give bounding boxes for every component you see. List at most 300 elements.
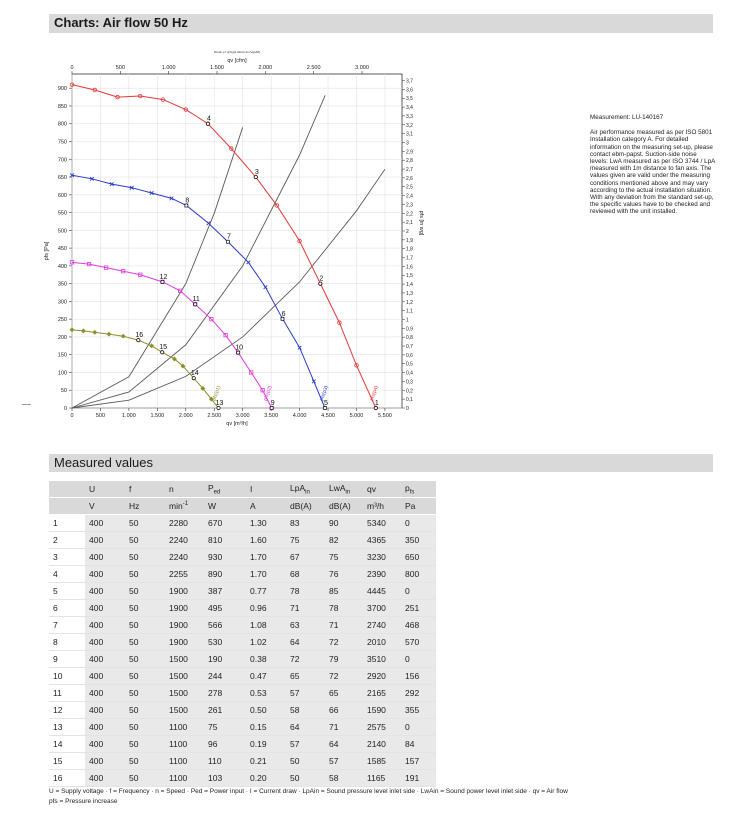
column-header: U (85, 481, 125, 498)
y-tick-label: 200 (57, 334, 67, 341)
table-cell: 1.02 (246, 634, 286, 651)
operating-point-label: 9 (270, 400, 275, 407)
table-cell: 495 (204, 600, 246, 617)
air-flow-chart (30, 40, 424, 430)
table-cell: 2575 (363, 719, 401, 736)
table-cell: 6 (49, 600, 85, 617)
y-tick-label: 50 (60, 388, 67, 395)
cfm-tick-label: 1.500 (210, 65, 224, 71)
table-cell: 75 (204, 719, 246, 736)
y-tick-label: 450 (57, 246, 67, 253)
table-cell: 1500 (165, 685, 204, 702)
table-cell: 64 (286, 634, 325, 651)
y-tick-label: 500 (57, 228, 67, 235)
table-cell: 0 (401, 719, 436, 736)
inwg-tick-label: 1,7 (406, 255, 413, 262)
cfm-tick-label: 2.000 (258, 65, 273, 71)
table-cell: 0 (401, 583, 436, 600)
y-tick-label: 550 (57, 210, 67, 217)
table-cell: 9 (49, 651, 85, 668)
table-cell: 1 (49, 515, 85, 532)
table-cell: 71 (325, 719, 363, 736)
y-axis-title: pfs [Pa] (44, 241, 50, 261)
table-cell: 1500 (165, 668, 204, 685)
cfm-tick-label: 1.000 (161, 65, 176, 71)
table-cell: 64 (286, 719, 325, 736)
table-row (49, 651, 436, 668)
table-cell: 2920 (363, 668, 401, 685)
operating-point-label: 15 (159, 344, 168, 352)
table-cell: 2010 (363, 634, 401, 651)
table-row (49, 583, 436, 600)
table-cell: 3230 (363, 549, 401, 566)
table-row (49, 617, 436, 634)
inwg-tick-label: 0 (406, 406, 409, 412)
table-cell: 50 (125, 617, 165, 634)
table-cell: 670 (204, 515, 246, 532)
table-cell: 13 (49, 719, 85, 736)
operating-point-label: 6 (281, 310, 286, 318)
abbreviation-legend (49, 787, 729, 807)
table-unit-row (49, 498, 436, 515)
inwg-tick-label: 3,3 (406, 113, 413, 120)
charts-header-title: Charts: Air flow 50 Hz (54, 15, 188, 30)
table-cell: 3700 (363, 600, 401, 617)
charts-header-bar (49, 14, 713, 33)
x2-axis-title: qv [cfm] (227, 58, 247, 64)
table-cell: 566 (204, 617, 246, 634)
inwg-tick-label: 1 (406, 317, 409, 324)
table-cell: 82 (325, 532, 363, 549)
column-unit: Pa (401, 498, 436, 515)
x-tick-label: 1.000 (122, 413, 136, 419)
operating-point-label: 7 (226, 233, 231, 241)
table-cell: 400 (85, 532, 125, 549)
table-cell: 890 (204, 566, 246, 583)
table-cell: 75 (325, 549, 363, 566)
table-row (49, 753, 436, 770)
x-tick-label: 4.000 (292, 413, 307, 419)
table-cell: 1165 (363, 770, 401, 787)
table-cell: 5340 (363, 515, 401, 532)
inwg-tick-label: 1,2 (406, 299, 413, 306)
table-cell: 1100 (165, 736, 204, 753)
table-row (49, 515, 436, 532)
x-tick-label: 500 (95, 413, 106, 419)
table-cell: 650 (401, 549, 436, 566)
table-cell: 4445 (363, 583, 401, 600)
table-cell: 1500 (165, 651, 204, 668)
table-cell: 84 (401, 736, 436, 753)
table-cell: 78 (286, 583, 325, 600)
operating-point-label: 3 (254, 169, 259, 177)
operating-point-label: 14 (190, 370, 199, 378)
table-cell: 800 (401, 566, 436, 583)
plot-frame (72, 74, 402, 408)
table-cell: 400 (85, 515, 125, 532)
table-row (49, 532, 436, 549)
table-cell: 75 (286, 532, 325, 549)
table-cell: 3 (49, 549, 85, 566)
table-cell: 10 (49, 668, 85, 685)
operating-point-label: 8 (185, 197, 190, 205)
table-cell: 0.19 (246, 736, 286, 753)
table-cell: 191 (401, 770, 436, 787)
table-cell: 50 (125, 685, 165, 702)
table-cell: 468 (401, 617, 436, 634)
column-header: n (165, 481, 204, 498)
table-cell: 4365 (363, 532, 401, 549)
inwg-tick-label: 3,2 (406, 122, 413, 129)
table-row (49, 770, 436, 787)
fan-curve-label: pfs(p1) (211, 385, 223, 402)
table-cell: 1900 (165, 617, 204, 634)
table-cell: 96 (204, 736, 246, 753)
inwg-tick-label: 3,5 (406, 96, 413, 103)
table-cell: 4 (49, 566, 85, 583)
table-cell: 0.53 (246, 685, 286, 702)
inwg-tick-label: 3,1 (406, 131, 413, 138)
inwg-tick-label: 3,6 (406, 87, 413, 94)
table-cell: 350 (401, 532, 436, 549)
table-cell: 400 (85, 685, 125, 702)
table-cell: 400 (85, 702, 125, 719)
table-cell: 570 (401, 634, 436, 651)
table-cell: 0.38 (246, 651, 286, 668)
inwg-tick-label: 1,5 (406, 273, 413, 280)
inwg-tick-label: 0,7 (406, 344, 413, 351)
table-cell: 2 (49, 532, 85, 549)
chart-top-note: Druck p f gf Kgfs Gfe/t (Ju (Vgs/M) (214, 50, 260, 54)
table-cell: 50 (125, 736, 165, 753)
table-cell: 63 (286, 617, 325, 634)
table-cell: 1100 (165, 753, 204, 770)
table-cell: 1900 (165, 583, 204, 600)
table-cell: 58 (286, 702, 325, 719)
table-cell: 79 (325, 651, 363, 668)
table-cell: 50 (125, 515, 165, 532)
inwg-tick-label: 2,7 (406, 167, 413, 174)
column-header: LwA$_{in}$ (325, 481, 363, 498)
table-cell: 12 (49, 702, 85, 719)
table-cell: 810 (204, 532, 246, 549)
table-cell: 50 (125, 668, 165, 685)
table-cell: 78 (325, 600, 363, 617)
table-cell: 1.08 (246, 617, 286, 634)
fan-curve-label: pfs(p3) (318, 385, 330, 402)
inwg-tick-label: 3,4 (406, 105, 413, 112)
measured-values-table (49, 481, 436, 787)
column-unit: A (246, 498, 286, 515)
measured-values-title: Measured values (54, 455, 153, 470)
table-cell: 67 (286, 549, 325, 566)
y-tick-label: 350 (57, 281, 67, 288)
operating-point-label: 16 (135, 332, 144, 340)
x-axis-title: qv [m³/h] (226, 421, 248, 427)
inwg-tick-label: 2,9 (406, 149, 413, 156)
table-cell: 50 (125, 583, 165, 600)
table-cell: 0.96 (246, 600, 286, 617)
column-header: LpA$_{in}$ (286, 481, 325, 498)
table-cell: 1900 (165, 634, 204, 651)
margin-mark (22, 404, 31, 405)
table-cell: 3510 (363, 651, 401, 668)
table-cell: 90 (325, 515, 363, 532)
y-tick-label: 600 (57, 192, 67, 199)
table-row (49, 668, 436, 685)
column-unit: m³/h (363, 498, 401, 515)
table-cell: 0.50 (246, 702, 286, 719)
table-cell: 71 (286, 600, 325, 617)
table-cell: 400 (85, 566, 125, 583)
x-tick-label: 3.500 (264, 413, 279, 419)
table-cell: 2280 (165, 515, 204, 532)
measurement-notes (590, 114, 715, 216)
x-tick-label: 2.500 (207, 413, 222, 419)
table-cell: 50 (125, 702, 165, 719)
column-unit: Hz (125, 498, 165, 515)
column-header (49, 481, 85, 498)
y-tick-label: 850 (57, 103, 67, 110)
measurement-description: Air performance measured as per ISO 5801 Installation category A. For detailed information on the measuring set-up, please contact ebm-papst. Suction-side noise levels: LwA measured as per ISO 3744 / LpA measured with 1m distance to fan axis. The values given are valid under the measuring conditions mentioned above and may vary according to the actual installation situation. With any deviation from the standard set-up, the specific values have to be checked and reviewed with the unit installed. (590, 129, 715, 216)
table-cell: 65 (286, 668, 325, 685)
legend-line-2: pfs = Pressure increase (49, 798, 118, 805)
inwg-tick-label: 3 (406, 140, 409, 147)
inwg-tick-label: 2,5 (406, 184, 413, 191)
inwg-tick-label: 1,6 (406, 264, 413, 271)
table-cell: 400 (85, 770, 125, 787)
y-tick-label: 800 (57, 121, 67, 128)
cfm-tick-label: 2.500 (306, 65, 321, 71)
column-header: $P_{ed}$ (204, 481, 246, 498)
table-cell: 50 (125, 753, 165, 770)
operating-point-label: 11 (192, 296, 200, 304)
table-cell: 244 (204, 668, 246, 685)
table-cell: 50 (125, 532, 165, 549)
x-tick-label: 5.000 (349, 413, 364, 419)
table-cell: 85 (325, 583, 363, 600)
y-tick-label: 900 (57, 86, 67, 93)
operating-point-label: 12 (159, 273, 168, 281)
table-cell: 8 (49, 634, 85, 651)
fan-curve-label: pfs(p4) (368, 385, 380, 402)
inwg-tick-label: 0,3 (406, 379, 413, 386)
table-cell: 0.20 (246, 770, 286, 787)
table-cell: 11 (49, 685, 85, 702)
inwg-tick-label: 2,2 (406, 211, 413, 218)
table-header-row (49, 481, 436, 498)
inwg-tick-label: 2,6 (406, 175, 413, 182)
table-cell: 1.30 (246, 515, 286, 532)
table-cell: 0.21 (246, 753, 286, 770)
inwg-tick-label: 0,8 (406, 335, 413, 342)
inwg-tick-label: 1,3 (406, 290, 413, 297)
table-cell: 1590 (363, 702, 401, 719)
table-cell: 7 (49, 617, 85, 634)
table-cell: 2165 (363, 685, 401, 702)
operating-point-label: 2 (319, 275, 324, 283)
column-unit: dB(A) (325, 498, 363, 515)
table-cell: 400 (85, 736, 125, 753)
inwg-tick-label: 0,4 (406, 370, 413, 377)
table-cell: 0 (401, 651, 436, 668)
table-cell: 0.15 (246, 719, 286, 736)
table-cell: 1900 (165, 600, 204, 617)
inwg-tick-label: 0,9 (406, 326, 413, 333)
inwg-tick-label: 1,4 (406, 282, 413, 289)
table-cell: 72 (286, 651, 325, 668)
x-tick-label: 0 (70, 413, 74, 419)
table-cell: 68 (286, 566, 325, 583)
column-unit: dB(A) (286, 498, 325, 515)
table-row (49, 736, 436, 753)
table-row (49, 549, 436, 566)
column-unit: $\min^{-1}$ (165, 498, 204, 515)
legend-line-1: U = Supply voltage · f = Frequency · n = Speed · Ped = Power input · I = Current draw · LpAin = Sound pressure level inlet side · LwAin = Sound power level inlet side · qv = Air flow (49, 788, 568, 795)
inwg-tick-label: 2,4 (406, 193, 413, 200)
table-cell: 72 (325, 668, 363, 685)
column-header: qv (363, 481, 401, 498)
table-cell: 1500 (165, 702, 204, 719)
x-tick-label: 2.000 (178, 413, 193, 419)
column-unit: V (85, 498, 125, 515)
table-cell: 83 (286, 515, 325, 532)
inwg-tick-label: 2,3 (406, 202, 413, 209)
column-unit: W (204, 498, 246, 515)
y-tick-label: 100 (57, 370, 67, 377)
table-cell: 50 (125, 770, 165, 787)
table-cell: 72 (325, 634, 363, 651)
table-cell: 110 (204, 753, 246, 770)
fan-curve-label: pfs(p2) (262, 385, 274, 402)
table-row (49, 634, 436, 651)
y-tick-label: 150 (57, 352, 67, 359)
inwg-tick-label: 1,8 (406, 246, 413, 253)
column-unit (49, 498, 85, 515)
table-cell: 1.70 (246, 566, 286, 583)
inwg-tick-label: 0,1 (406, 397, 413, 404)
inwg-tick-label: 1,9 (406, 237, 413, 244)
table-cell: 58 (325, 770, 363, 787)
table-cell: 400 (85, 719, 125, 736)
table-cell: 50 (125, 651, 165, 668)
table-cell: 50 (125, 719, 165, 736)
table-cell: 157 (401, 753, 436, 770)
table-row (49, 702, 436, 719)
inwg-tick-label: 3,7 (406, 78, 413, 85)
table-cell: 1.60 (246, 532, 286, 549)
inwg-tick-label: 0,2 (406, 388, 413, 395)
table-cell: 355 (401, 702, 436, 719)
table-cell: 0.77 (246, 583, 286, 600)
y-tick-label: 250 (57, 317, 67, 324)
table-cell: 251 (401, 600, 436, 617)
table-cell: 400 (85, 634, 125, 651)
cfm-tick-label: 3.000 (355, 65, 369, 71)
table-cell: 0 (401, 515, 436, 532)
table-cell: 530 (204, 634, 246, 651)
table-cell: 1100 (165, 770, 204, 787)
x-tick-label: 4.500 (321, 413, 335, 419)
y-tick-label: 400 (57, 263, 67, 270)
table-cell: 50 (125, 634, 165, 651)
operating-point-label: 1 (374, 400, 379, 407)
table-cell: 50 (125, 566, 165, 583)
table-row (49, 719, 436, 736)
inwg-tick-label: 0,5 (406, 361, 413, 368)
table-cell: 50 (125, 549, 165, 566)
table-cell: 400 (85, 668, 125, 685)
column-header: $p_{fs}$ (401, 481, 436, 498)
table-cell: 57 (286, 685, 325, 702)
table-cell: 387 (204, 583, 246, 600)
table-cell: 103 (204, 770, 246, 787)
table-cell: 15 (49, 753, 85, 770)
table-cell: 1585 (363, 753, 401, 770)
table-cell: 261 (204, 702, 246, 719)
table-cell: 400 (85, 753, 125, 770)
table-cell: 400 (85, 583, 125, 600)
table-cell: 156 (401, 668, 436, 685)
inwg-tick-label: 2,1 (406, 220, 413, 227)
table-cell: 65 (325, 685, 363, 702)
table-row (49, 566, 436, 583)
table-cell: 14 (49, 736, 85, 753)
table-cell: 57 (286, 736, 325, 753)
y-tick-label: 750 (57, 139, 67, 146)
table-cell: 5 (49, 583, 85, 600)
table-cell: 64 (325, 736, 363, 753)
table-cell: 2255 (165, 566, 204, 583)
table-cell: 71 (325, 617, 363, 634)
y-tick-label: 300 (57, 299, 67, 306)
column-header: f (125, 481, 165, 498)
table-cell: 2240 (165, 532, 204, 549)
table-cell: 400 (85, 600, 125, 617)
x-tick-label: 5.500 (378, 413, 392, 419)
table-cell: 76 (325, 566, 363, 583)
table-cell: 400 (85, 617, 125, 634)
inwg-tick-label: 2 (406, 228, 409, 235)
x-tick-label: 3.000 (235, 413, 250, 419)
table-cell: 400 (85, 549, 125, 566)
x-tick-label: 1.500 (150, 413, 165, 419)
table-cell: 66 (325, 702, 363, 719)
cfm-tick-label: 0 (70, 65, 74, 71)
table-cell: 400 (85, 651, 125, 668)
operating-point-label: 4 (207, 115, 211, 123)
operating-point-label: 5 (323, 400, 328, 407)
table-cell: 190 (204, 651, 246, 668)
table-cell: 1.70 (246, 549, 286, 566)
inwg-tick-label: 1,1 (406, 308, 413, 315)
measured-values-bar (49, 454, 713, 472)
table-cell: 278 (204, 685, 246, 702)
inwg-tick-label: 2,8 (406, 158, 413, 165)
operating-point-label: 10 (235, 344, 244, 352)
table-cell: 0.47 (246, 668, 286, 685)
table-row (49, 600, 436, 617)
table-cell: 50 (286, 770, 325, 787)
operating-point-label: 13 (215, 400, 224, 407)
measurement-id: Measurement: LU-140167 (590, 114, 664, 121)
y-tick-label: 0 (63, 406, 67, 412)
table-cell: 2140 (363, 736, 401, 753)
inwg-tick-label: 0,6 (406, 352, 413, 359)
table-cell: 2740 (363, 617, 401, 634)
table-cell: 2390 (363, 566, 401, 583)
y-tick-label: 650 (57, 175, 67, 182)
